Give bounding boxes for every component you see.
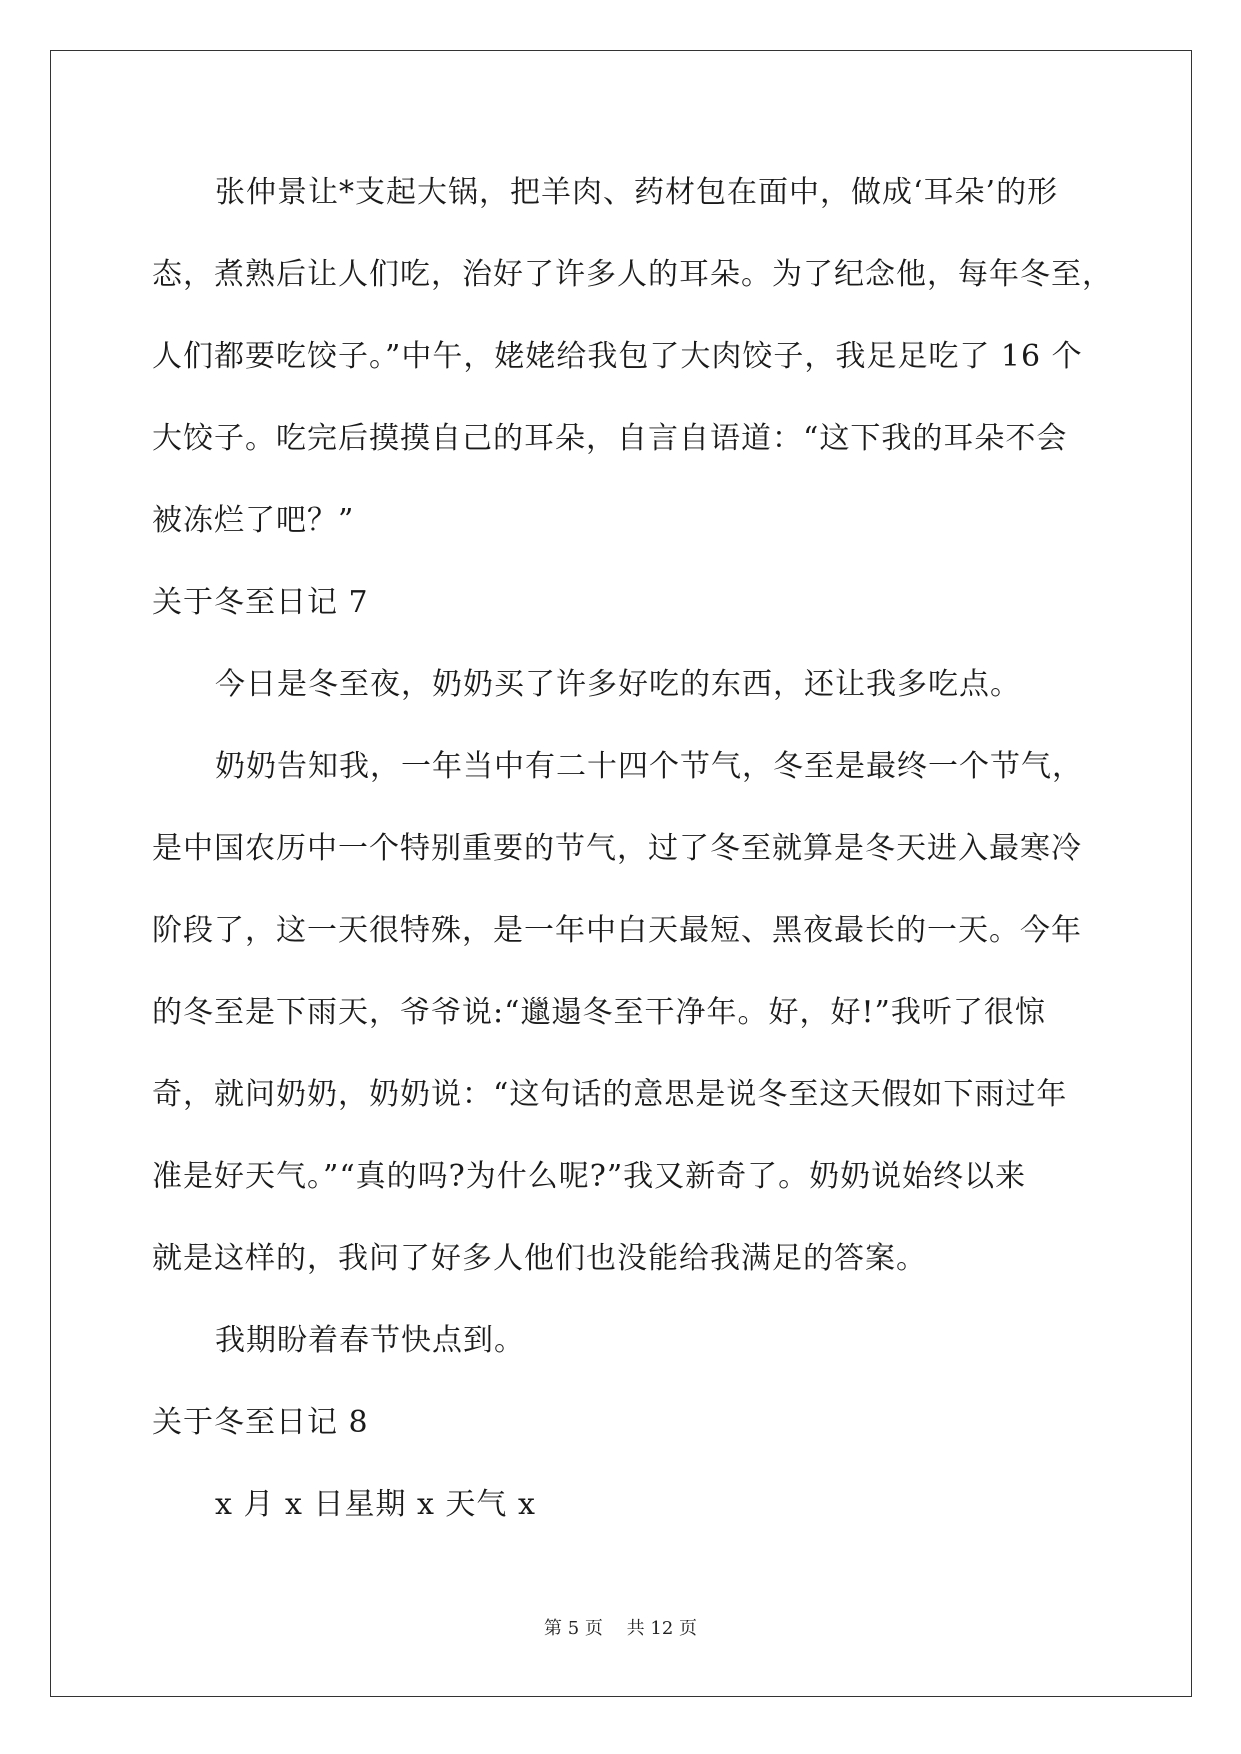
paragraph-line: 我期盼着春节快点到。 [215, 1323, 525, 1358]
paragraph-line: 态，煮熟后让人们吃，治好了许多人的耳朵。为了纪念他，每年冬至， [152, 257, 1113, 292]
section-heading: 关于冬至日记 8 [152, 1405, 369, 1440]
paragraph-line: 大饺子。吃完后摸摸自己的耳朵，自言自语道：“这下我的耳朵不会 [152, 421, 1068, 456]
paragraph-line: 就是这样的，我问了好多人他们也没能给我满足的答案。 [152, 1241, 927, 1276]
paragraph-line: x 月 x 日星期 x 天气 x [215, 1487, 536, 1522]
paragraph-line: 的冬至是下雨天，爷爷说:“邋遢冬至干净年。好，好!”我听了很惊 [152, 995, 1046, 1030]
page-footer [0, 1617, 1241, 1641]
page-number: 第 5 页 [544, 1618, 603, 1639]
paragraph-line: 张仲景让*支起大锅，把羊肉、药材包在面中，做成‘耳朵’的形 [215, 175, 1059, 210]
paragraph-line: 阶段了，这一天很特殊，是一年中白天最短、黑夜最长的一天。今年 [152, 913, 1082, 948]
paragraph-line: 奇，就问奶奶，奶奶说：“这句话的意思是说冬至这天假如下雨过年 [152, 1077, 1068, 1112]
paragraph-line: 被冻烂了吧？” [152, 503, 355, 538]
paragraph-line: 人们都要吃饺子。”中午，姥姥给我包了大肉饺子，我足足吃了 16 个 [152, 339, 1083, 374]
page-total: 共 12 页 [626, 1618, 697, 1639]
section-heading: 关于冬至日记 7 [152, 585, 369, 620]
paragraph-line: 今日是冬至夜，奶奶买了许多好吃的东西，还让我多吃点。 [215, 667, 1021, 702]
paragraph-line: 是中国农历中一个特别重要的节气，过了冬至就算是冬天进入最寒冷 [152, 831, 1082, 866]
paragraph-line: 准是好天气。”“真的吗?为什么呢?”我又新奇了。奶奶说始终以来 [152, 1159, 1027, 1194]
paragraph-line: 奶奶告知我，一年当中有二十四个节气，冬至是最终一个节气， [215, 749, 1083, 784]
document-body [152, 152, 1113, 1546]
